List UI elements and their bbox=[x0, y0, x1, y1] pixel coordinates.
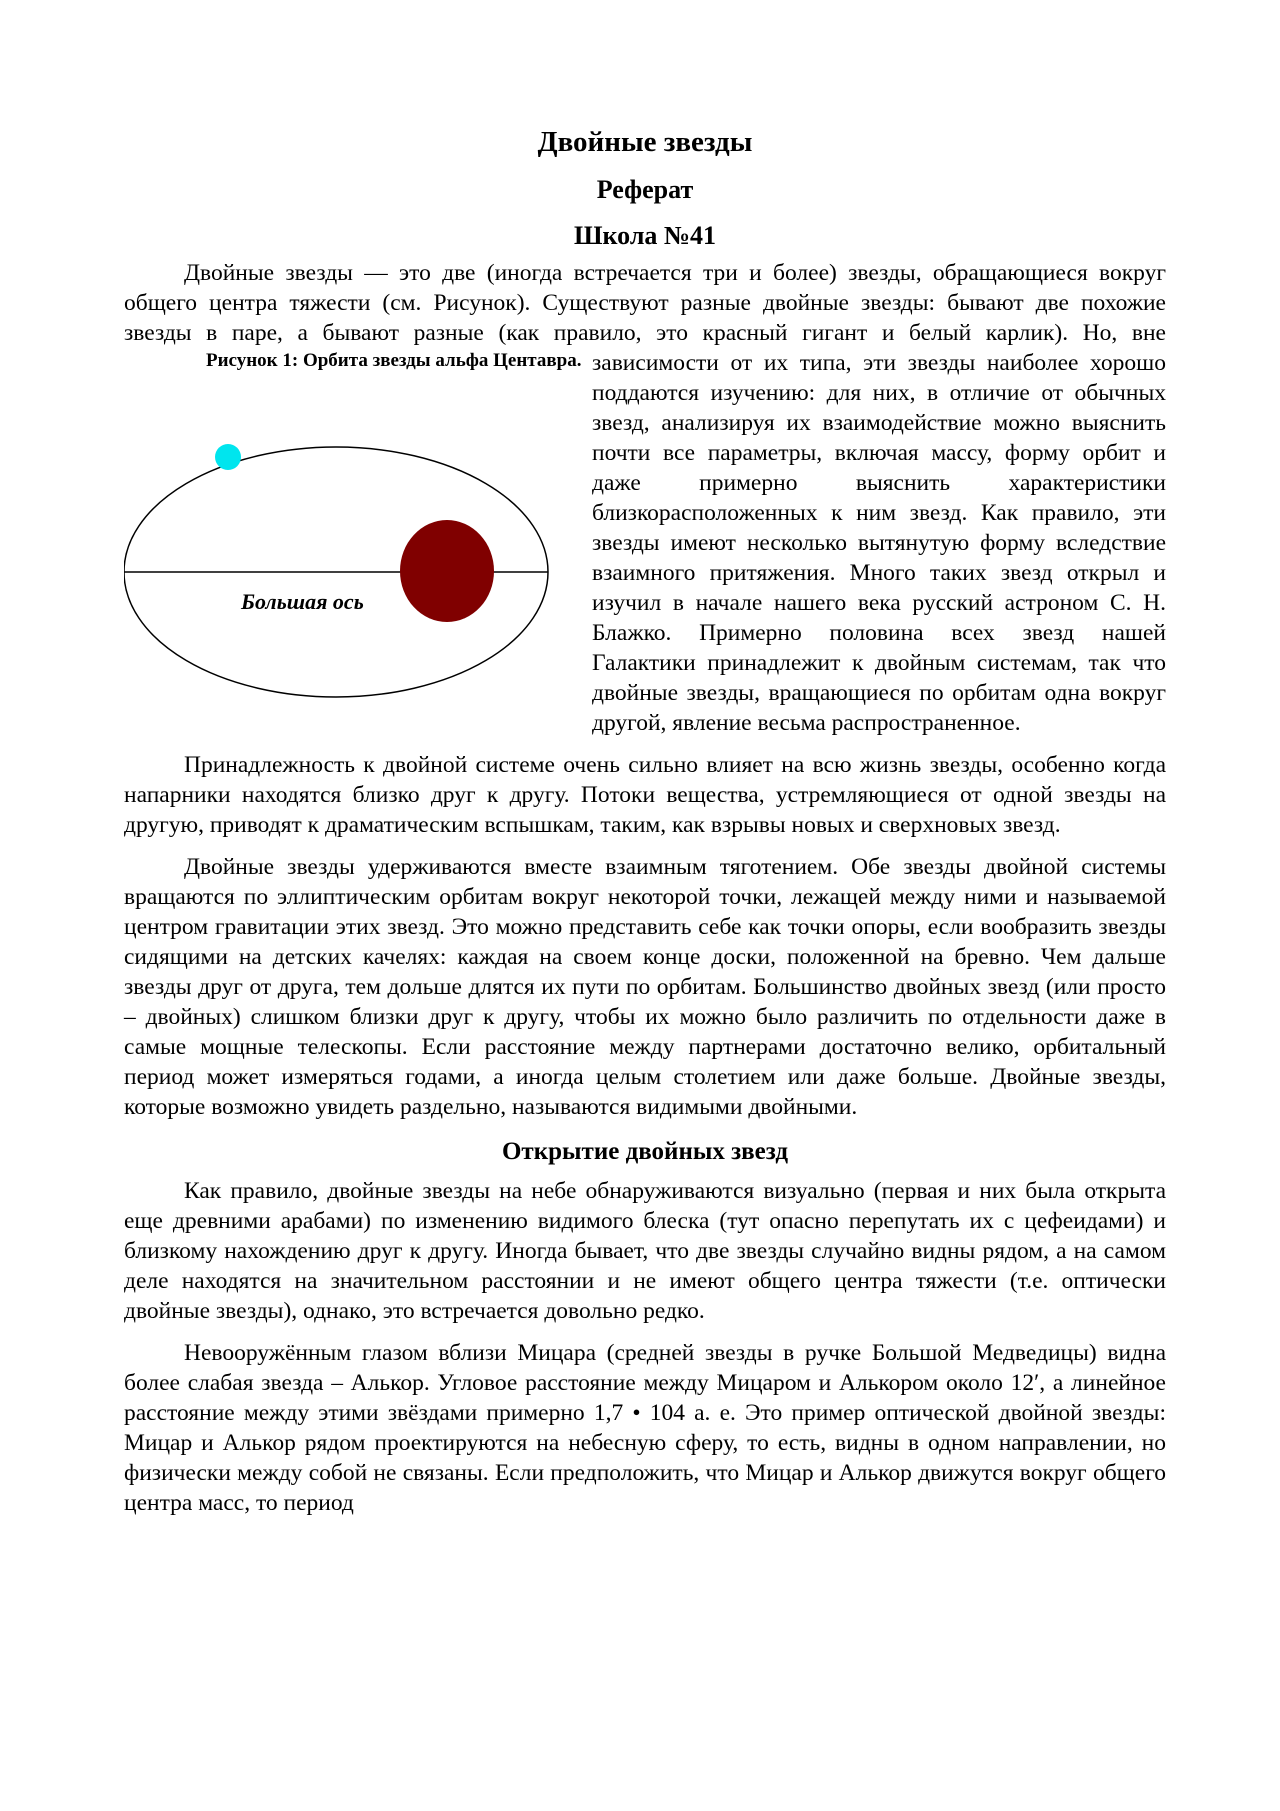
orbit-figure bbox=[124, 349, 582, 739]
paragraph: Невооружённым глазом вблизи Мицара (средней звезды в ручке Большой Медведицы) видна более слабая звезда – Алькор. Угловое расстояние между Мицаром и Алькором около 12′, а линейное расстояние между этими звёздами примерно 1,7 • 104 а. е. Это пример оптической двойной звезды: Мицар и Алькор рядом проектируются на небесную сферу, то есть, видны в одном направлении, но физически между собой не связаны. Если предположить, что Мицар и Алькор движутся вокруг общего центра масс, то период bbox=[124, 1340, 1166, 1516]
school-heading: Школа №41 bbox=[573, 221, 717, 250]
figure-caption: Рисунок 1: Орбита звезды альфа Центавра. bbox=[206, 350, 582, 371]
paragraph-intro bbox=[124, 258, 1166, 738]
large-star bbox=[400, 520, 494, 622]
major-axis-label: Большая ось bbox=[241, 589, 364, 614]
page-subtitle: Реферат bbox=[596, 175, 694, 204]
document-content bbox=[124, 122, 1166, 1530]
section-title: Открытие двойных звезд bbox=[501, 1138, 789, 1165]
paragraph-intro-tail: карлик). Но, вне зависимости от их типа, эти звезды наиболее хорошо поддаются изучению: для них, в отличие от обычных звезд, анализируя их взаимодействие можно выяснить почти все параметры, включая массу, форму орбит и даже примерно выяснить характеристики близкорасположенных к ним звезд. Как правило, эти звезды имеют несколько вытянутую форму вследствие взаимного притяжения. Много таких звезд открыл и изучил в начале нашего века русский астроном С. Н. Блажко. Примерно половина всех звезд нашей Галактики принадлежит к двойным системам, так что двойные звезды, вращающиеся по орбитам одна вокруг другой, явление весьма распространенное. bbox=[592, 320, 1166, 736]
paragraph: Как правило, двойные звезды на небе обнаруживаются визуально (первая и них была открыта еще древними арабами) по изменению видимого блеска (тут опасно перепутать их с цефеидами) и близкому нахождению друг к другу. Иногда бывает, что две звезды случайно видны рядом, а на самом деле находятся на значительном расстоянии и не имеют общего центра тяжести (т.е. оптически двойные звезды), однако, это встречается довольно редко. bbox=[124, 1178, 1166, 1324]
small-star bbox=[215, 444, 241, 470]
orbit-diagram bbox=[124, 379, 570, 739]
paragraph: Принадлежность к двойной системе очень сильно влияет на всю жизнь звезды, особенно когда напарники находятся близко друг к другу. Потоки вещества, устремляющиеся от одной звезды на другую, приводят к драматическим вспышкам, таким, как взрывы новых и сверхновых звезд. bbox=[124, 752, 1166, 838]
paragraph: Двойные звезды удерживаются вместе взаимным тяготением. Обе звезды двойной системы вращаются по эллиптическим орбитам вокруг некоторой точки, лежащей между ними и называемой центром гравитации этих звезд. Это можно представить себе как точки опоры, если вообразить звезды сидящими на детских качелях: каждая на своем конце доски, положенной на бревно. Чем дальше звезды друг от друга, тем дольше длятся их пути по орбитам. Большинство двойных звезд (или просто – двойных) слишком близки друг к другу, чтобы их можно было различить по отдельности даже в самые мощные телескопы. Если расстояние между партнерами достаточно велико, орбитальный период может измеряться годами, а иногда целым столетием или даже больше. Двойные звезды, которые возможно увидеть раздельно, называются видимыми двойными. bbox=[124, 854, 1166, 1120]
page-title: Двойные звезды bbox=[537, 126, 753, 158]
paragraph-intro-head: Двойные звезды — это две (иногда встречается три и более) звезды, обращающиеся вокруг общего центра тяжести (см. Рисунок). Существуют разные двойные звезды: бывают две похожие звезды в паре, а бывают разные (как правило, это красный гигант и белый bbox=[124, 260, 1166, 346]
